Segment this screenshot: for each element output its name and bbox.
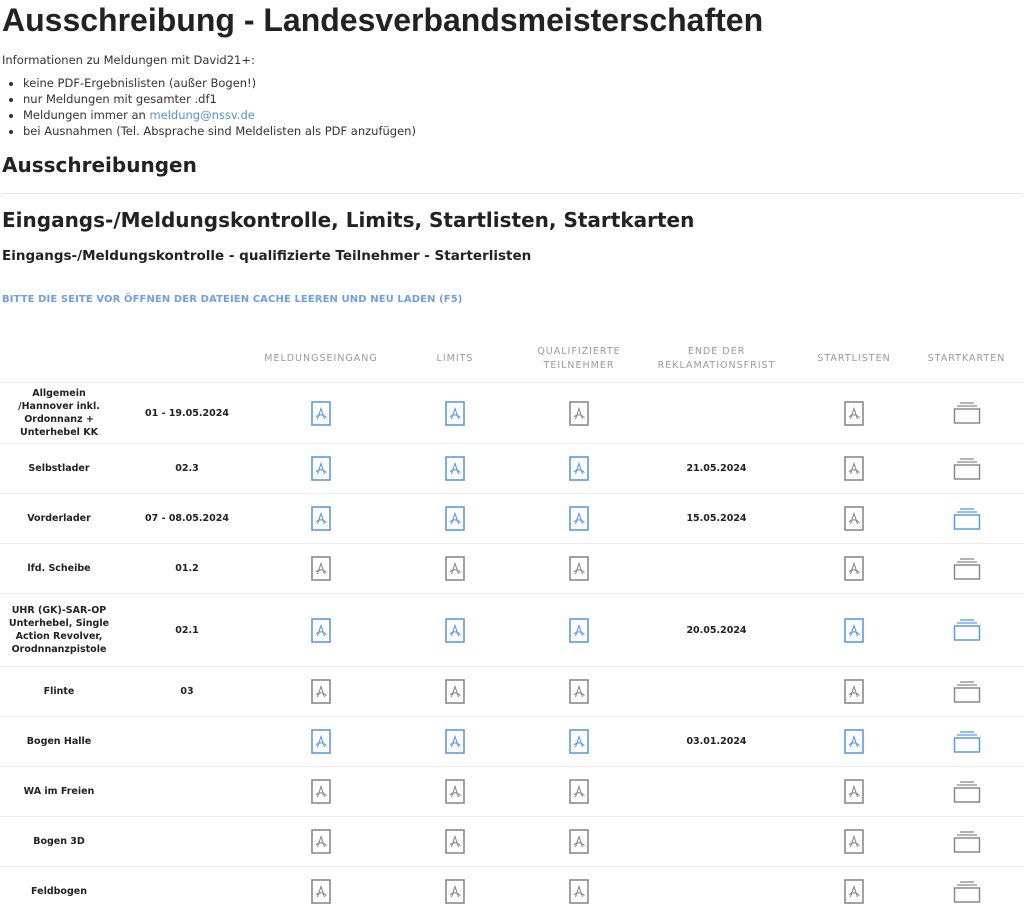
row-startkarte-cell	[909, 544, 1024, 594]
pdf-icon	[569, 679, 589, 704]
pdf-icon	[569, 879, 589, 904]
info-item-text: Meldungen immer an	[23, 108, 150, 122]
pdf-icon[interactable]	[569, 729, 589, 754]
row-reklamationsfrist	[634, 867, 799, 917]
table-body	[0, 383, 1024, 917]
row-meldungseingang-cell	[256, 867, 386, 917]
row-category: Allgemein /Hannover inkl. Ordonnanz + Unterhebel KK	[0, 383, 118, 444]
table-row	[0, 444, 1024, 494]
row-category: Bogen Halle	[0, 717, 118, 767]
row-qualifiziert-cell	[524, 667, 634, 717]
row-startliste-cell	[799, 494, 909, 544]
row-date: 01.2	[118, 544, 256, 594]
row-limits-cell	[386, 767, 524, 817]
row-meldungseingang-cell	[256, 594, 386, 667]
pdf-icon	[445, 779, 465, 804]
pdf-icon[interactable]	[311, 618, 331, 643]
header-limits: LIMITS	[436, 352, 474, 364]
pdf-icon	[844, 506, 864, 531]
info-item	[23, 107, 1022, 123]
row-date: 03	[118, 667, 256, 717]
row-reklamationsfrist	[634, 817, 799, 867]
cards-icon[interactable]	[953, 507, 981, 531]
row-startkarte-cell	[909, 444, 1024, 494]
row-qualifiziert-cell	[524, 383, 634, 444]
table-row	[0, 667, 1024, 717]
row-category: Feldbogen	[0, 867, 118, 917]
row-limits-cell	[386, 444, 524, 494]
row-meldungseingang-cell	[256, 494, 386, 544]
header-date	[118, 335, 256, 383]
pdf-icon	[569, 779, 589, 804]
row-date: 02.3	[118, 444, 256, 494]
header-frist-line1: ENDE DER	[687, 345, 746, 357]
table-row	[0, 544, 1024, 594]
pdf-icon[interactable]	[445, 618, 465, 643]
row-limits-cell	[386, 667, 524, 717]
row-meldungseingang-cell	[256, 717, 386, 767]
cards-icon[interactable]	[953, 730, 981, 754]
row-meldungseingang-cell	[256, 544, 386, 594]
row-category: Bogen 3D	[0, 817, 118, 867]
table-header-row	[0, 335, 1024, 383]
pdf-icon	[844, 879, 864, 904]
row-limits-cell	[386, 494, 524, 544]
row-reklamationsfrist	[634, 383, 799, 444]
row-category: WA im Freien	[0, 767, 118, 817]
row-startliste-cell	[799, 444, 909, 494]
pdf-icon	[445, 556, 465, 581]
row-qualifiziert-cell	[524, 444, 634, 494]
pdf-icon[interactable]	[311, 506, 331, 531]
row-startkarte-cell	[909, 667, 1024, 717]
pdf-icon	[569, 556, 589, 581]
row-qualifiziert-cell	[524, 594, 634, 667]
row-meldungseingang-cell	[256, 444, 386, 494]
table-row	[0, 767, 1024, 817]
row-startliste-cell	[799, 817, 909, 867]
header-reklamationsfrist	[634, 335, 799, 383]
pdf-icon[interactable]	[569, 456, 589, 481]
row-startkarte-cell	[909, 767, 1024, 817]
row-qualifiziert-cell	[524, 544, 634, 594]
section-heading-ausschreibungen: Ausschreibungen	[2, 153, 197, 177]
row-category: Flinte	[0, 667, 118, 717]
row-startkarte-cell	[909, 867, 1024, 917]
row-qualifiziert-cell	[524, 494, 634, 544]
pdf-icon	[844, 679, 864, 704]
row-reklamationsfrist	[634, 767, 799, 817]
row-qualifiziert-cell	[524, 717, 634, 767]
row-category: Vorderlader	[0, 494, 118, 544]
pdf-icon	[844, 556, 864, 581]
row-startkarte-cell	[909, 383, 1024, 444]
row-limits-cell	[386, 717, 524, 767]
row-startliste-cell	[799, 667, 909, 717]
pdf-icon[interactable]	[445, 506, 465, 531]
cache-notice: BITTE DIE SEITE VOR ÖFFNEN DER DATEIEN CACHE LEEREN UND NEU LADEN (F5)	[2, 294, 463, 305]
row-qualifiziert-cell	[524, 867, 634, 917]
info-item: • nur Meldungen mit gesamter .df1	[23, 91, 1022, 107]
cards-icon	[953, 830, 981, 854]
row-reklamationsfrist: 21.05.2024	[634, 444, 799, 494]
section-heading-kontrolle: Eingangs-/Meldungskontrolle, Limits, Startlisten, Startkarten	[2, 208, 695, 232]
header-frist-line2: REKLAMATIONSFRIST	[657, 359, 776, 371]
row-date: 01 - 19.05.2024	[118, 383, 256, 444]
pdf-icon	[844, 829, 864, 854]
pdf-icon	[311, 879, 331, 904]
pdf-icon[interactable]	[844, 729, 864, 754]
pdf-icon	[311, 779, 331, 804]
pdf-icon	[445, 829, 465, 854]
row-meldungseingang-cell	[256, 767, 386, 817]
subsection-heading: Eingangs-/Meldungskontrolle - qualifizierte Teilnehmer - Starterlisten	[2, 248, 532, 264]
row-limits-cell	[386, 867, 524, 917]
row-limits-cell	[386, 544, 524, 594]
row-startliste-cell	[799, 383, 909, 444]
pdf-icon	[311, 829, 331, 854]
header-category	[0, 335, 118, 383]
row-date	[118, 817, 256, 867]
pdf-icon	[844, 456, 864, 481]
pdf-icon[interactable]	[569, 506, 589, 531]
info-list	[2, 75, 1022, 139]
table-row	[0, 494, 1024, 544]
pdf-icon[interactable]	[311, 729, 331, 754]
table-row	[0, 717, 1024, 767]
pdf-icon[interactable]	[445, 456, 465, 481]
row-date	[118, 717, 256, 767]
cards-icon	[953, 780, 981, 804]
table-row	[0, 867, 1024, 917]
header-meldungseingang: MELDUNGSEINGANG	[264, 352, 378, 364]
row-date	[118, 767, 256, 817]
email-link[interactable]: meldung@nssv.de	[149, 108, 255, 122]
pdf-icon	[569, 829, 589, 854]
info-intro: Informationen zu Meldungen mit David21+:	[2, 53, 255, 67]
pdf-icon[interactable]	[844, 618, 864, 643]
cards-icon	[953, 457, 981, 481]
row-category: Selbstlader	[0, 444, 118, 494]
row-date: 07 - 08.05.2024	[118, 494, 256, 544]
table-row	[0, 383, 1024, 444]
pdf-icon	[445, 679, 465, 704]
row-limits-cell	[386, 383, 524, 444]
row-qualifiziert-cell	[524, 817, 634, 867]
info-item: • bei Ausnahmen (Tel. Absprache sind Meldelisten als PDF anzufügen)	[23, 123, 1022, 139]
info-item: • keine PDF-Ergebnislisten (außer Bogen!)	[23, 75, 1022, 91]
pdf-icon	[311, 556, 331, 581]
row-reklamationsfrist	[634, 667, 799, 717]
row-startliste-cell	[799, 867, 909, 917]
row-startkarte-cell	[909, 717, 1024, 767]
row-limits-cell	[386, 594, 524, 667]
row-category: lfd. Scheibe	[0, 544, 118, 594]
row-meldungseingang-cell	[256, 383, 386, 444]
divider	[2, 193, 1022, 194]
header-startkarten: STARTKARTEN	[927, 352, 1006, 364]
pdf-icon	[445, 879, 465, 904]
header-qualifiziert-line2: TEILNEHMER	[543, 359, 615, 371]
row-reklamationsfrist: 03.01.2024	[634, 717, 799, 767]
row-category: UHR (GK)-SAR-OP Unterhebel, Single Action Revolver, Orodnnanzpistole	[0, 594, 118, 667]
row-limits-cell	[386, 817, 524, 867]
pdf-icon	[311, 679, 331, 704]
row-reklamationsfrist: 15.05.2024	[634, 494, 799, 544]
cards-icon	[953, 680, 981, 704]
pdf-icon	[844, 401, 864, 426]
cards-icon	[953, 880, 981, 904]
row-qualifiziert-cell	[524, 767, 634, 817]
header-qualifiziert	[524, 335, 634, 383]
row-date: 02.1	[118, 594, 256, 667]
row-startliste-cell	[799, 544, 909, 594]
table-row	[0, 594, 1024, 667]
pdf-icon[interactable]	[445, 729, 465, 754]
cards-icon	[953, 557, 981, 581]
page-title: Ausschreibung - Landesverbandsmeisterschaften	[2, 2, 764, 38]
pdf-icon	[569, 401, 589, 426]
cards-icon	[953, 401, 981, 425]
pdf-icon[interactable]	[445, 401, 465, 426]
row-startkarte-cell	[909, 494, 1024, 544]
row-startliste-cell	[799, 767, 909, 817]
pdf-icon	[844, 779, 864, 804]
row-startkarte-cell	[909, 817, 1024, 867]
pdf-icon[interactable]	[311, 401, 331, 426]
pdf-icon[interactable]	[311, 456, 331, 481]
row-date	[118, 867, 256, 917]
row-meldungseingang-cell	[256, 667, 386, 717]
page-content	[0, 0, 1024, 305]
table-row	[0, 817, 1024, 867]
row-reklamationsfrist	[634, 544, 799, 594]
header-startlisten: STARTLISTEN	[817, 352, 891, 364]
pdf-icon[interactable]	[569, 618, 589, 643]
row-startliste-cell	[799, 717, 909, 767]
row-startliste-cell	[799, 594, 909, 667]
row-reklamationsfrist: 20.05.2024	[634, 594, 799, 667]
cards-icon[interactable]	[953, 618, 981, 642]
row-startkarte-cell	[909, 594, 1024, 667]
row-meldungseingang-cell	[256, 817, 386, 867]
header-qualifiziert-line1: QUALIFIZIERTE	[537, 345, 621, 357]
documents-table	[0, 335, 1024, 917]
